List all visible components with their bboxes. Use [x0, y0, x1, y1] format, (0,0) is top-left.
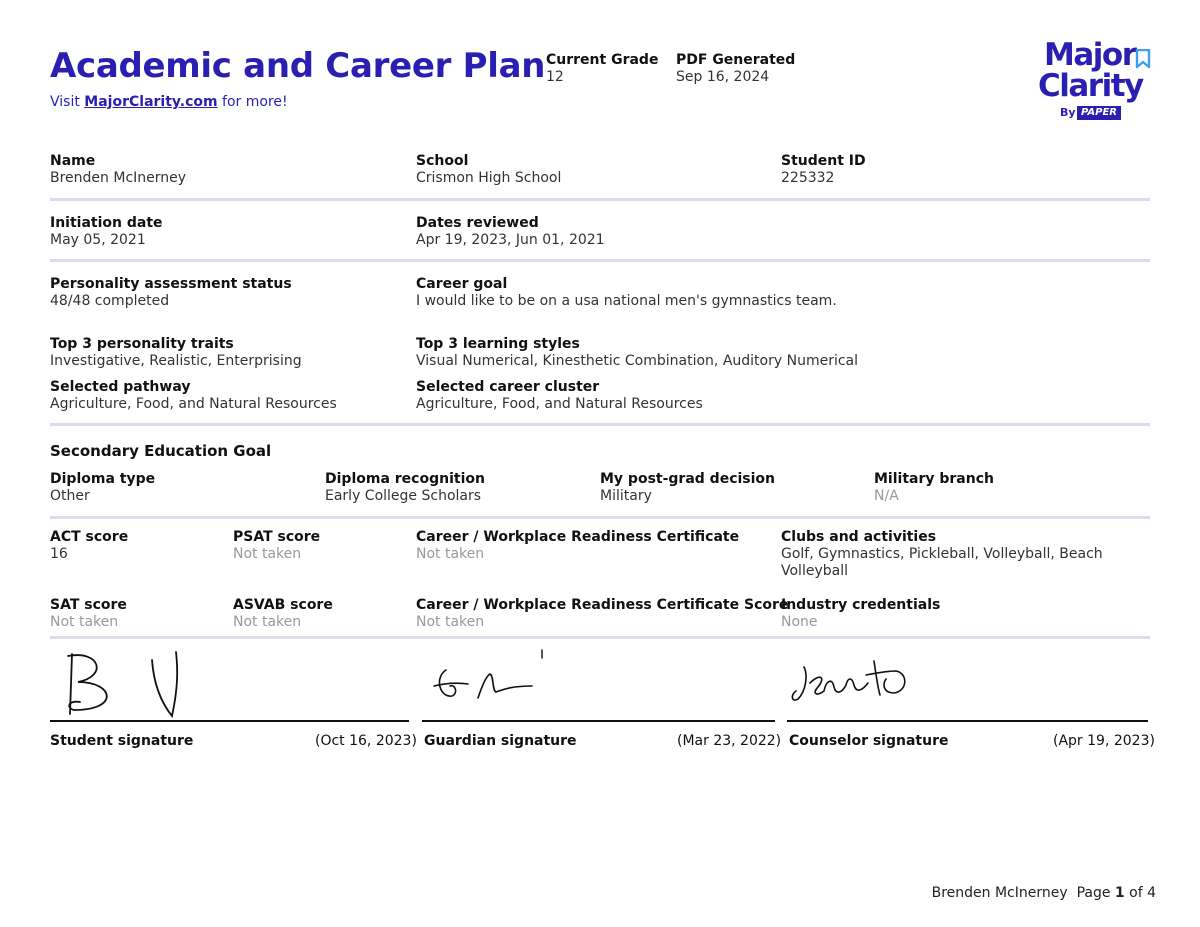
pdf-generated-label: PDF Generated — [676, 52, 796, 68]
recognition-label: Diploma recognition — [325, 471, 485, 487]
name-value: Brenden McInerney — [50, 170, 187, 186]
asvab-score — [233, 597, 333, 631]
initiation-date — [50, 215, 163, 249]
readiness-certificate-score — [416, 597, 788, 631]
counselor-signature-line — [787, 720, 1148, 722]
cluster-value: Agriculture, Food, and Natural Resources — [416, 396, 703, 412]
guardian-signature-date: (Mar 23, 2022) — [677, 733, 782, 749]
psat-label: PSAT score — [233, 529, 321, 545]
branch-label: Military branch — [874, 471, 994, 487]
career-goal-value: I would like to be on a usa national men's gymnastics team. — [416, 293, 837, 309]
visit-line — [50, 94, 288, 110]
logo-paper: PAPER — [1077, 106, 1121, 120]
current-grade-value: 12 — [546, 69, 564, 85]
student-signature-date: (Oct 16, 2023) — [315, 733, 417, 749]
industry-label: Industry credentials — [781, 597, 941, 613]
school-label: School — [416, 153, 469, 169]
visit-suffix: for more! — [217, 94, 288, 110]
divider — [50, 516, 1150, 519]
readiness-certificate — [416, 529, 739, 563]
sat-value: Not taken — [50, 614, 119, 630]
footer-page-current: 1 — [1114, 885, 1125, 901]
asvab-value: Not taken — [233, 614, 302, 630]
personality-traits — [50, 336, 302, 370]
guardian-signature-label: Guardian signature — [424, 733, 577, 749]
current-grade-label: Current Grade — [546, 52, 659, 68]
counselor-signature-image — [786, 655, 916, 711]
industry-value: None — [781, 614, 818, 630]
majorclarity-link[interactable]: MajorClarity.com — [84, 94, 218, 110]
industry-credentials — [781, 597, 940, 631]
student-signature-label: Student signature — [50, 733, 194, 749]
pdf-generated-value: Sep 16, 2024 — [676, 69, 770, 85]
footer-page-of: of — [1129, 885, 1143, 901]
post-grad-decision — [600, 471, 775, 505]
current-grade — [546, 52, 658, 86]
pathway-value: Agriculture, Food, and Natural Resources — [50, 396, 337, 412]
name-label: Name — [50, 153, 96, 169]
school — [416, 153, 561, 187]
initiation-value: May 05, 2021 — [50, 232, 146, 248]
reviewed-value: Apr 19, 2023, Jun 01, 2021 — [416, 232, 605, 248]
clubs-label: Clubs and activities — [781, 529, 937, 545]
cert-value: Not taken — [416, 546, 485, 562]
pathway-label: Selected pathway — [50, 379, 191, 395]
logo-line-clarity: Clarity — [1038, 68, 1143, 104]
psat-score — [233, 529, 320, 563]
career-cluster — [416, 379, 703, 413]
status-label: Personality assessment status — [50, 276, 292, 292]
initiation-label: Initiation date — [50, 215, 163, 231]
bookmark-icon — [1135, 49, 1151, 69]
postgrad-value: Military — [600, 488, 652, 504]
divider — [50, 198, 1150, 201]
personality-status — [50, 276, 292, 310]
footer-page-total: 4 — [1147, 885, 1156, 901]
student-id-label: Student ID — [781, 153, 866, 169]
divider — [50, 423, 1150, 426]
cert-score-label: Career / Workplace Readiness Certificate Score — [416, 597, 789, 613]
student-signature-image — [60, 648, 200, 720]
student-name — [50, 153, 186, 187]
student-id — [781, 153, 866, 187]
traits-label: Top 3 personality traits — [50, 336, 234, 352]
diploma-label: Diploma type — [50, 471, 156, 487]
footer-page-prefix: Page — [1076, 885, 1111, 901]
act-value: 16 — [50, 546, 68, 562]
guardian-signature-line — [422, 720, 775, 722]
student-signature-line — [50, 720, 409, 722]
page-footer — [932, 885, 1156, 901]
reviewed-label: Dates reviewed — [416, 215, 539, 231]
asvab-label: ASVAB score — [233, 597, 333, 613]
divider — [50, 636, 1150, 639]
secondary-education-heading: Secondary Education Goal — [50, 442, 272, 460]
branch-value: N/A — [874, 488, 899, 504]
footer-student-name: Brenden McInerney — [931, 885, 1068, 901]
recognition-value: Early College Scholars — [325, 488, 482, 504]
dates-reviewed — [416, 215, 605, 249]
act-score — [50, 529, 128, 563]
styles-label: Top 3 learning styles — [416, 336, 580, 352]
logo-line-major: Major — [1044, 37, 1136, 73]
guardian-signature-image — [428, 646, 552, 706]
majorclarity-logo — [1036, 37, 1156, 124]
diploma-value: Other — [50, 488, 90, 504]
cert-score-value: Not taken — [416, 614, 485, 630]
cluster-label: Selected career cluster — [416, 379, 600, 395]
visit-prefix: Visit — [50, 94, 85, 110]
postgrad-label: My post-grad decision — [600, 471, 776, 487]
pdf-generated — [676, 52, 795, 86]
traits-value: Investigative, Realistic, Enterprising — [50, 353, 302, 369]
student-id-value: 225332 — [781, 170, 835, 186]
sat-label: SAT score — [50, 597, 127, 613]
psat-value: Not taken — [233, 546, 302, 562]
school-value: Crismon High School — [416, 170, 562, 186]
act-label: ACT score — [50, 529, 129, 545]
career-goal — [416, 276, 837, 310]
diploma-type — [50, 471, 155, 505]
career-goal-label: Career goal — [416, 276, 508, 292]
page-title: Academic and Career Plan — [50, 46, 546, 86]
military-branch — [874, 471, 994, 505]
divider — [50, 259, 1150, 262]
clubs-value: Golf, Gymnastics, Pickleball, Volleyball, Beach Volleyball — [781, 546, 1103, 579]
clubs-activities — [781, 529, 1111, 580]
learning-styles — [416, 336, 858, 370]
sat-score — [50, 597, 127, 631]
diploma-recognition — [325, 471, 485, 505]
counselor-signature-date: (Apr 19, 2023) — [1053, 733, 1155, 749]
counselor-signature-label: Counselor signature — [789, 733, 949, 749]
status-value: 48/48 completed — [50, 293, 170, 309]
selected-pathway — [50, 379, 337, 413]
cert-label: Career / Workplace Readiness Certificate — [416, 529, 740, 545]
logo-by: By — [1060, 106, 1076, 119]
styles-value: Visual Numerical, Kinesthetic Combination, Auditory Numerical — [416, 353, 859, 369]
